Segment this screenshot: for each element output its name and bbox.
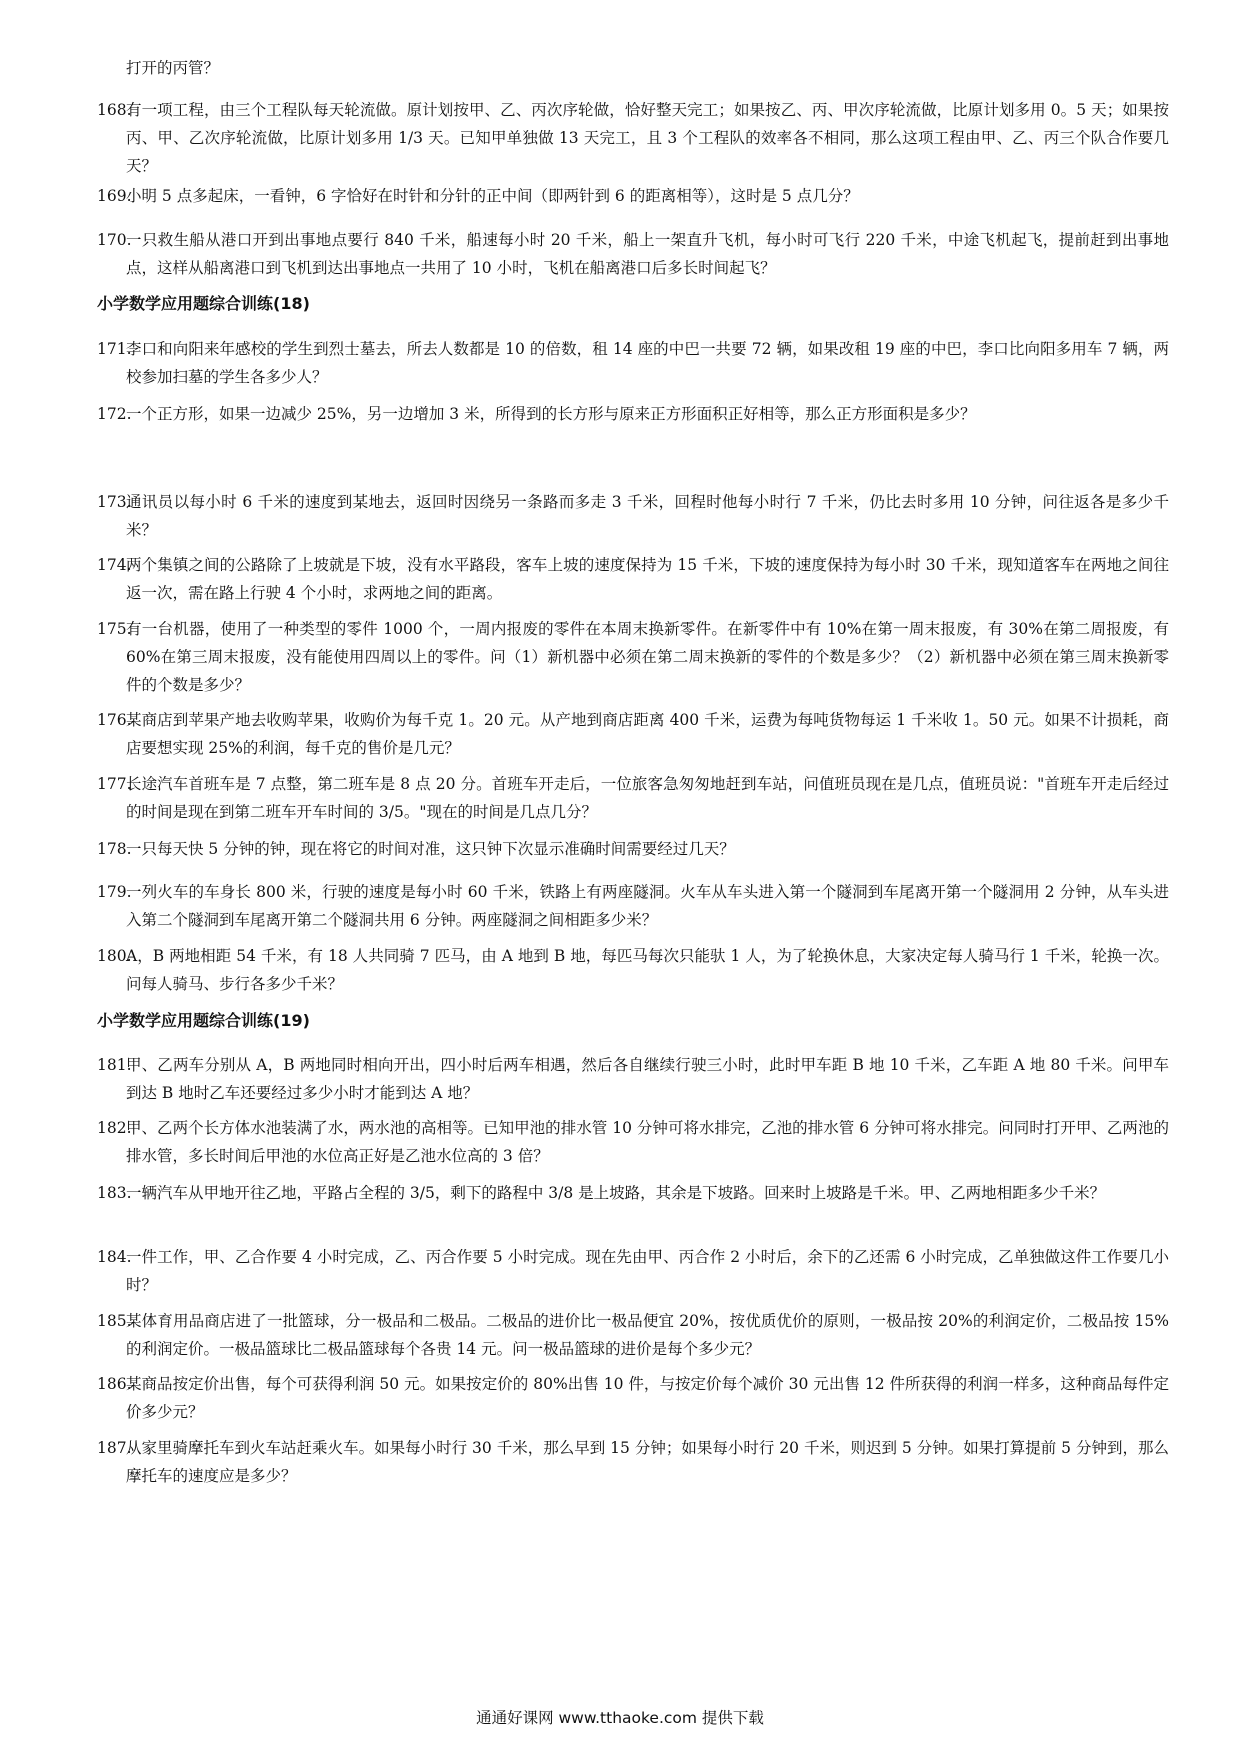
question-number: 171. [97,340,132,358]
question-175 [97,615,1169,699]
question-text: 两个集镇之间的公路除了上坡就是下坡，没有水平路段，客车上坡的速度保持为 15 千米，下坡的速度保持为每小时 30 千米，现知道客车在两地之间往返一次，需在路上行驶 4 个小时，求两地之间的距离。 [126,556,1169,602]
question-text: 某体育用品商店进了一批篮球，分一极品和二极品。二极品的进价比一极品便宜 20%，按优质优价的原则，一极品按 20%的利润定价，二极品按 15%的利润定价。一极品篮球比二极品篮球每个各贵 14 元。问一极品篮球的进价是每个多少元？ [126,1312,1169,1358]
question-number: 169. [97,187,132,205]
question-171 [97,335,1169,391]
question-text: 甲、乙两个长方体水池装满了水，两水池的高相等。已知甲池的排水管 10 分钟可将水排完，乙池的排水管 6 分钟可将水排完。问同时打开甲、乙两池的排水管，多长时间后甲池的水位高正好是乙池水位高的 3 倍？ [126,1119,1169,1165]
question-number: 179. [97,883,132,901]
question-172 [97,400,1169,428]
question-number: 183. [97,1184,132,1202]
question-text: 小明 5 点多起床，一看钟，6 字恰好在时针和分针的正中间（即两针到 6 的距离相等），这时是 5 点几分？ [126,187,859,205]
question-number: 180. [97,947,132,965]
question-text: 甲、乙两车分别从 A，B 两地同时相向开出，四小时后两车相遇，然后各自继续行驶三小时，此时甲车距 B 地 10 千米，乙车距 A 地 80 千米。问甲车到达 B 地时乙车还要经过多少小时才能到达 A 地？ [126,1056,1169,1102]
question-text: 李口和向阳来年感校的学生到烈士墓去，所去人数都是 10 的倍数，租 14 座的中巴一共要 72 辆，如果改租 19 座的中巴，李口比向阳多用车 7 辆，两校参加扫墓的学生各多少人？ [126,340,1169,386]
question-179 [97,878,1169,934]
question-number: 173. [97,493,132,511]
question-number: 176. [97,711,132,729]
question-text: 一只救生船从港口开到出事地点要行 840 千米，船速每小时 20 千米，船上一架直升飞机，每小时可飞行 220 千米，中途飞机起飞，提前赶到出事地点，这样从船离港口到飞机到达出事地点一共用了 10 小时，飞机在船离港口后多长时间起飞？ [126,231,1169,277]
question-text: 长途汽车首班车是 7 点整，第二班车是 8 点 20 分。首班车开走后，一位旅客急匆匆地赶到车站，问值班员现在是几点，值班员说："首班车开走后经过的时间是现在到第二班车开车时间的 3/5。"现在的时间是几点几分？ [126,775,1169,821]
question-169 [97,182,1169,210]
question-number: 186. [97,1375,132,1393]
question-number: 182. [97,1119,132,1137]
question-number: 172. [97,405,132,423]
question-text: 从家里骑摩托车到火车站赶乘火车。如果每小时行 30 千米，那么早到 15 分钟；如果每小时行 20 千米，则迟到 5 分钟。如果打算提前 5 分钟到，那么摩托车的速度应是多少？ [126,1439,1169,1485]
question-number: 170. [97,231,132,249]
question-number: 168. [97,101,132,119]
continuation-text: 打开的丙管？ [126,59,220,77]
question-180 [97,942,1169,998]
question-177 [97,770,1169,826]
question-178 [97,835,1169,863]
question-183 [97,1179,1169,1207]
section-heading: 小学数学应用题综合训练(19) [97,1011,310,1030]
question-176 [97,706,1169,762]
question-text: 一只每天快 5 分钟的钟，现在将它的时间对准，这只钟下次显示准确时间需要经过几天？ [126,840,735,858]
question-186 [97,1370,1169,1426]
question-173 [97,488,1169,544]
question-number: 174. [97,556,132,574]
question-181 [97,1051,1169,1107]
question-number: 185. [97,1312,132,1330]
question-168 [97,96,1169,180]
question-text: A，B 两地相距 54 千米，有 18 人共同骑 7 匹马，由 A 地到 B 地，每匹马每次只能驮 1 人，为了轮换休息，大家决定每人骑马行 1 千米，轮换一次。问每人骑马、步行各多少千米？ [126,947,1169,993]
question-number: 177. [97,775,132,793]
question-text: 一件工作，甲、乙合作要 4 小时完成，乙、丙合作要 5 小时完成。现在先由甲、丙合作 2 小时后，余下的乙还需 6 小时完成，乙单独做这件工作要几小时？ [126,1248,1169,1294]
question-number: 181. [97,1056,132,1074]
question-187 [97,1434,1169,1490]
question-text: 有一台机器，使用了一种类型的零件 1000 个，一周内报废的零件在本周末换新零件。在新零件中有 10%在第一周末报废，有 30%在第二周报废，有 60%在第三周末报废，没有能使用四周以上的零件。问（1）新机器中必须在第二周末换新的零件的个数是多少？（2）新机器中必须在第三周末换新零件的个数是多少？ [126,620,1169,694]
question-number: 184. [97,1248,132,1266]
question-text: 一个正方形，如果一边减少 25%，另一边增加 3 米，所得到的长方形与原来正方形面积正好相等，那么正方形面积是多少？ [126,405,976,423]
question-text: 有一项工程，由三个工程队每天轮流做。原计划按甲、乙、丙次序轮做，恰好整天完工；如果按乙、丙、甲次序轮流做，比原计划多用 0。5 天；如果按丙、甲、乙次序轮流做，比原计划多用 1/3 天。已知甲单独做 13 天完工，且 3 个工程队的效率各不相同，那么这项工程由甲、乙、丙三个队合作要几天？ [126,101,1169,175]
question-number: 187. [97,1439,132,1457]
question-number: 175. [97,620,132,638]
question-text: 通讯员以每小时 6 千米的速度到某地去，返回时因绕另一条路而多走 3 千米，回程时他每小时行 7 千米，仍比去时多用 10 分钟，问往返各是多少千米？ [126,493,1169,539]
question-184 [97,1243,1169,1299]
question-number: 178. [97,840,132,858]
question-182 [97,1114,1169,1170]
question-text: 一列火车的车身长 800 米，行驶的速度是每小时 60 千米，铁路上有两座隧洞。火车从车头进入第一个隧洞到车尾离开第一个隧洞用 2 分钟，从车头进入第二个隧洞到车尾离开第二个隧洞共用 6 分钟。两座隧洞之间相距多少米？ [126,883,1169,929]
page-footer: 通通好课网 www.tthaoke.com 提供下载 [476,1709,764,1727]
question-185 [97,1307,1169,1363]
question-text: 一辆汽车从甲地开往乙地，平路占全程的 3/5，剩下的路程中 3/8 是上坡路，其余是下坡路。回来时上坡路是千米。甲、乙两地相距多少千米？ [126,1184,1106,1202]
question-170 [97,226,1169,282]
question-text: 某商店到苹果产地去收购苹果，收购价为每千克 1。20 元。从产地到商店距离 400 千米，运费为每吨货物每运 1 千米收 1。50 元。如果不计损耗，商店要想实现 25%的利润，每千克的售价是几元？ [126,711,1169,757]
section-heading: 小学数学应用题综合训练(18) [97,294,310,313]
question-text: 某商品按定价出售，每个可获得利润 50 元。如果按定价的 80%出售 10 件，与按定价每个减价 30 元出售 12 件所获得的利润一样多，这种商品每件定价多少元？ [126,1375,1169,1421]
question-174 [97,551,1169,607]
